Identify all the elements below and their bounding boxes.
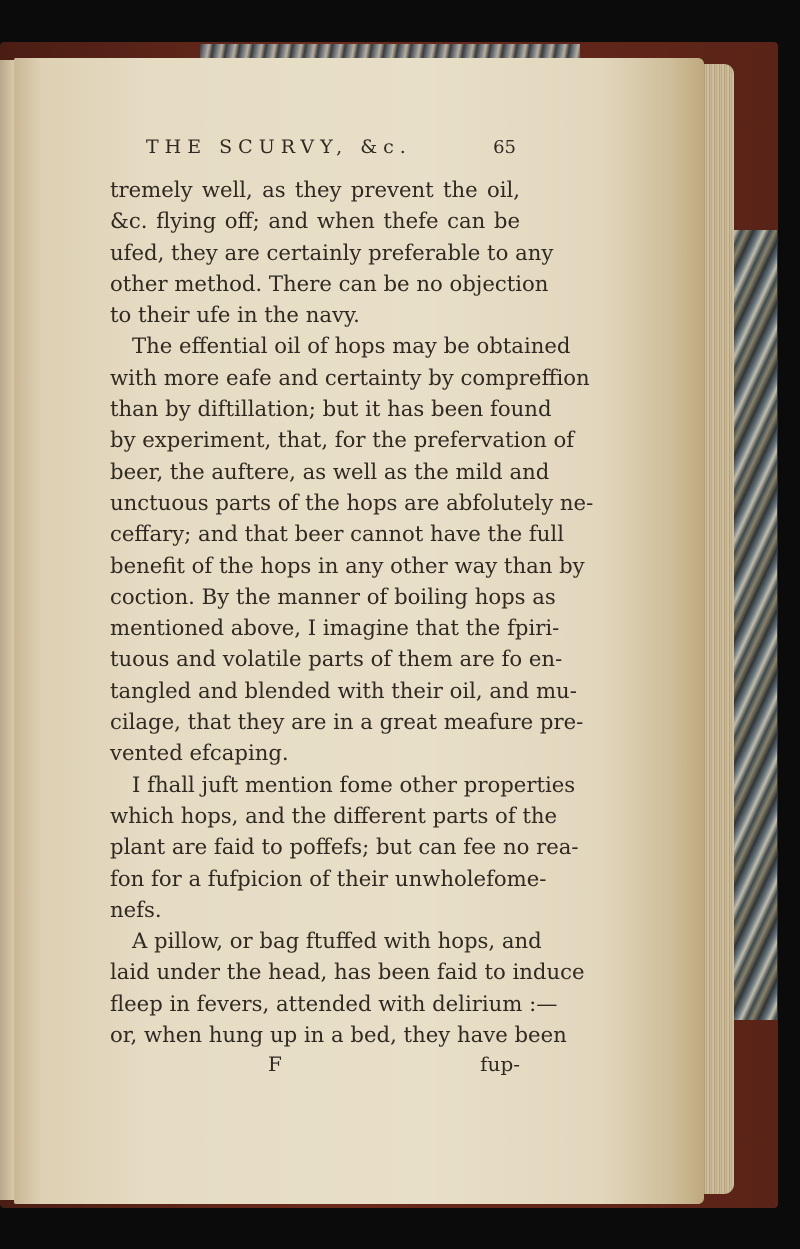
text-line: laid under the head, has been faid to induce [110,959,585,985]
text-line: ufed, they are certainly preferable to any [110,239,554,265]
text-line: coction. By the manner of boiling hops as [110,583,556,609]
text-line: beer, the auftere, as well as the mild and [110,458,550,484]
text-line: fleep in fevers, attended with delirium :— [110,990,558,1016]
text-line: by experiment, that, for the prefervation of [110,427,575,453]
page-footer [110,1052,520,1076]
text-line: ceffary; and that beer cannot have the full [110,521,564,547]
page-text [110,136,594,1077]
text-line: to their ufe in the navy. [110,302,360,328]
text-line: fon for a fufpicion of their unwholefome- [110,865,547,891]
text-line: plant are faid to poffefs; but can fee no rea- [110,834,579,860]
text-line: benefit of the hops in any other way than by [110,552,585,578]
facing-page-edge [0,60,14,1200]
page-number: 65 [493,137,516,158]
signature-mark: F [268,1052,282,1077]
text-line: A pillow, or bag ftuffed with hops, and [132,928,542,954]
marbled-edge-top [200,44,580,58]
text-line: &c. flying off; and when thefe can be [110,208,520,234]
running-title: THE SCURVY, &c. [146,136,412,158]
text-line: cilage, that they are in a great meafure pre- [110,709,584,735]
text-line: vented efcaping. [110,740,289,766]
text-line: I fhall juft mention fome other properties [132,771,576,797]
text-line: tangled and blended with their oil, and mu- [110,677,577,703]
text-line: unctuous parts of the hops are abfolutely ne- [110,489,594,515]
text-line: tuous and volatile parts of them are fo en- [110,646,563,672]
text-line: which hops, and the different parts of the [110,802,558,828]
text-line: with more eafe and certainty by compreffion [110,364,590,390]
text-line: The effential oil of hops may be obtained [132,333,571,359]
text-line: other method. There can be no objection [110,270,549,296]
text-line: or, when hung up in a bed, they have been [110,1022,567,1048]
body-text [110,174,594,1050]
text-line: than by diftillation; but it has been found [110,396,552,422]
running-header [146,136,516,174]
text-line: mentioned above, I imagine that the fpiri- [110,615,560,641]
text-line: nefs. [110,896,162,922]
catchword: fup- [480,1052,520,1077]
text-line: tremely well, as they prevent the oil, [110,177,520,202]
